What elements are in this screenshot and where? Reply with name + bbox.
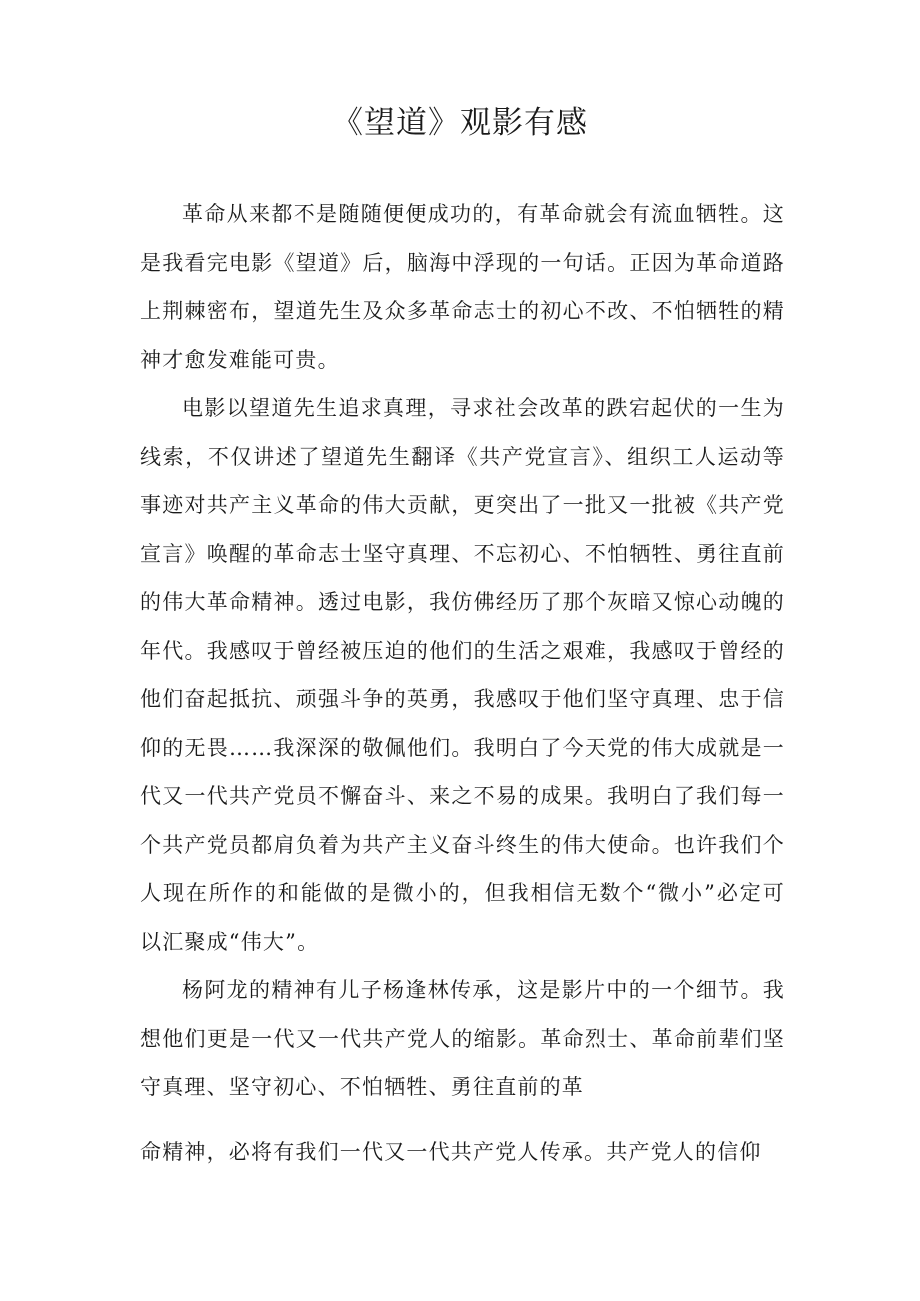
document-title: 《望道》观影有感	[332, 105, 588, 141]
paragraph-continuation: 命精神，必将有我们一代又一代共产党人传承。共产党人的信仰	[140, 1140, 762, 1164]
paragraph-1: 革命从来都不是随随便便成功的，有革命就会有流血牺牲。这是我看完电影《望道》后，脑海中浮现的一句话。正因为革命道路上荆棘密布，望道先生及众多革命志士的初心不改、不怕牺牲的精神才愈发难能可贵。	[140, 202, 785, 372]
document-body	[140, 190, 785, 1112]
paragraph-3: 杨阿龙的精神有儿子杨逢林传承，这是影片中的一个细节。我想他们更是一代又一代共产党人的缩影。革命烈士、革命前辈们坚守真理、坚守初心、不怕牺牲、勇往直前的革	[140, 978, 785, 1099]
paragraph-2: 电影以望道先生追求真理，寻求社会改革的跌宕起伏的一生为线索，不仅讲述了望道先生翻译《共产党宣言》、组织工人运动等事迹对共产主义革命的伟大贡献，更突出了一批又一批被《共产党宣言》唤醒的革命志士坚守真理、不忘初心、不怕牺牲、勇往直前的伟大革命精神。透过电影，我仿佛经历了那个灰暗又惊心动魄的年代。我感叹于曾经被压迫的他们的生活之艰难，我感叹于曾经的他们奋起抵抗、顽强斗争的英勇，我感叹于他们坚守真理、忠于信仰的无畏……我深深的敬佩他们。我明白了今天党的伟大成就是一代又一代共产党员不懈奋斗、来之不易的成果。我明白了我们每一个共产党员都肩负着为共产主义奋斗终生的伟大使命。也许我们个人现在所作的和能做的是微小的，但我相信无数个“微小”必定可以汇聚成“伟大”。	[140, 396, 785, 954]
